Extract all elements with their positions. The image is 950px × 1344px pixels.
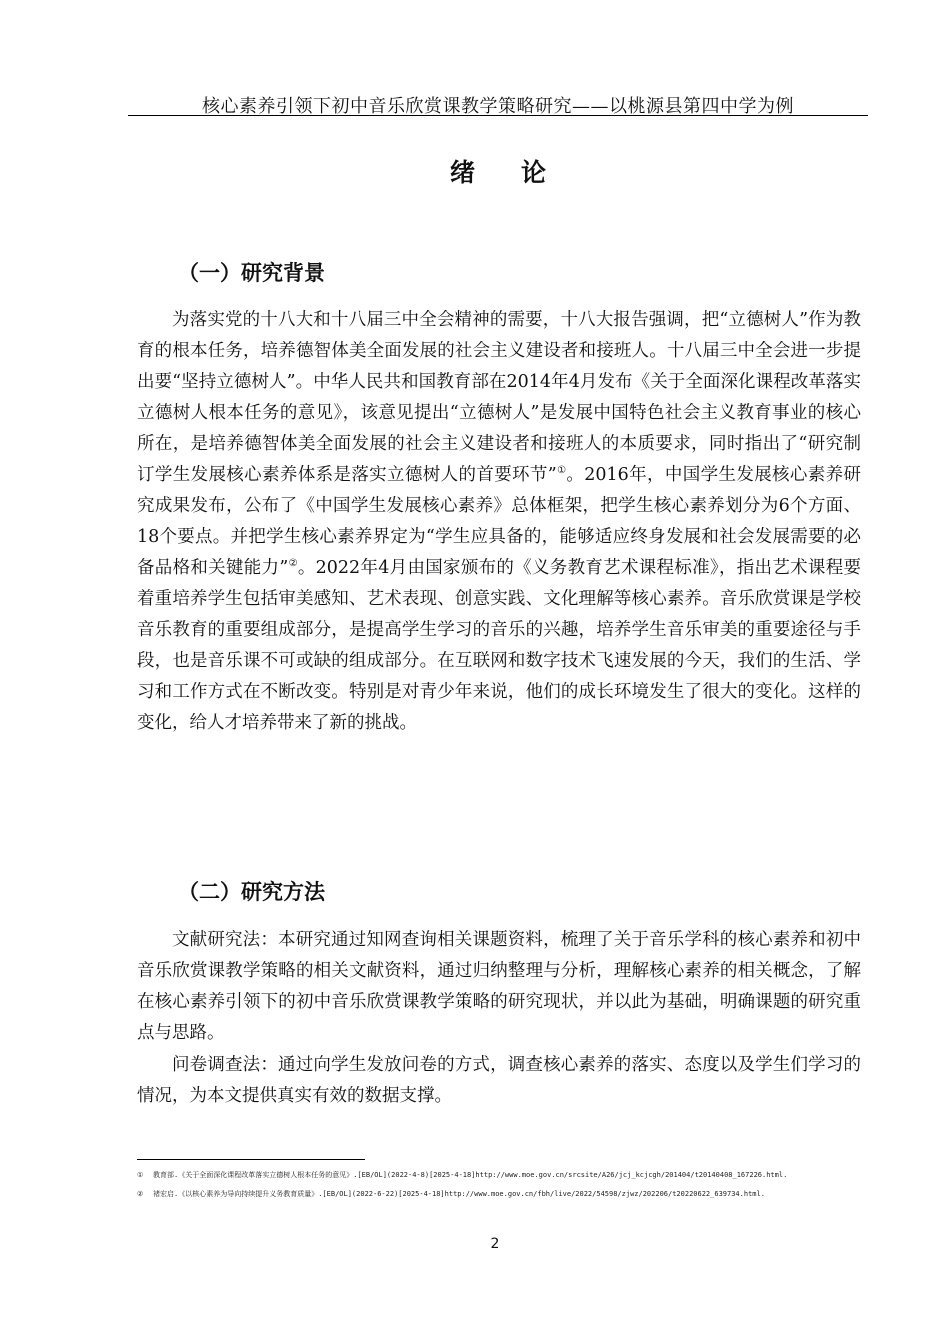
chapter-title: 绪论 [449, 158, 592, 187]
footnote-2 [137, 1189, 867, 1199]
footnote-text-2: 褚宏启.《以核心素养为导向持续提升义务教育质量》.[EB/OL](2022-6-22)[2025-4-18]http://www.moe.gov.cn/fbh/live/2022/54598/zjwz/202206/t20220622_639734.html. [153, 1190, 765, 1198]
header-rule [128, 115, 868, 116]
background-text-part-3: 。2022年4月由国家颁布的《义务教育艺术课程标准》，指出艺术课程要着重培养学生包括审美感知、艺术表现、创意实践、文化理解等核心素养。音乐欣赏课是学校音乐教育的重要组成部分，是提高学生学习的音乐的兴趣，培养学生音乐审美的重要途径与手段，也是音乐课不可或缺的组成部分。在互联网和数字技术飞速发展的今天，我们的生活、学习和工作方式在不断改变。特别是对青少年来说，他们的成长环境发生了很大的变化。这样的变化，给人才培养带来了新的挑战。 [137, 558, 862, 733]
background-text-part-2: 。2016年，中国学生发展核心素养研究成果发布，公布了《中国学生发展核心素养》总体框架，把学生核心素养划分为6个方面、18个要点。并把学生核心素养界定为“学生应具备的，能够适应终身发展和社会发展需要的必备品格和关键能力” [137, 465, 861, 578]
survey-method-paragraph: 问卷调查法：通过向学生发放问卷的方式，调查核心素养的落实、态度以及学生们学习的情况，为本文提供真实有效的数据支撑。 [137, 1055, 861, 1106]
page-number: 2 [490, 1236, 500, 1252]
footnote-mark-1: ① [137, 1171, 144, 1179]
footnote-1 [137, 1170, 867, 1180]
running-header: 核心素养引领下初中音乐欣赏课教学策略研究——以桃源县第四中学为例 [202, 96, 794, 117]
background-text-part-1: 为落实党的十八大和十八届三中全会精神的需要，十八大报告强调，把“立德树人”作为教育的根本任务，培养德智体美全面发展的社会主义建设者和接班人。十八届三中全会进一步提出要“坚持立德树人”。中华人民共和国教育部在2014年4月发布《关于全面深化课程改革落实立德树人根本任务的意见》，该意见提出“立德树人”是发展中国特色社会主义教育事业的核心所在，是培养德智体美全面发展的社会主义建设者和接班人的本质要求，同时指出了“研究制订学生发展核心素养体系是落实立德树人的首要环节” [137, 310, 861, 485]
footnote-text-1: 教育部.《关于全面深化课程改革落实立德树人根本任务的意见》.[EB/OL](2022-4-8)[2025-4-18]http://www.moe.gov.cn/srcsite/A26/jcj_kcjcgh/201404/t20140408_167226.html. [153, 1171, 788, 1179]
background-paragraph [137, 305, 861, 739]
section-heading-background: （一）研究背景 [178, 261, 325, 285]
footnote-ref-2: ② [288, 558, 298, 569]
section-heading-methods: （二）研究方法 [178, 880, 325, 904]
footnote-mark-2: ② [137, 1190, 144, 1198]
literature-method-paragraph: 文献研究法：本研究通过知网查询相关课题资料，梳理了关于音乐学科的核心素养和初中音乐欣赏课教学策略的相关文献资料，通过归纳整理与分析，理解核心素养的相关概念，了解在核心素养引领下的初中音乐欣赏课教学策略的研究现状，并以此为基础，明确课题的研究重点与思路。 [137, 930, 861, 1043]
footnote-ref-1: ① [556, 465, 567, 476]
footnote-rule [137, 1159, 365, 1160]
